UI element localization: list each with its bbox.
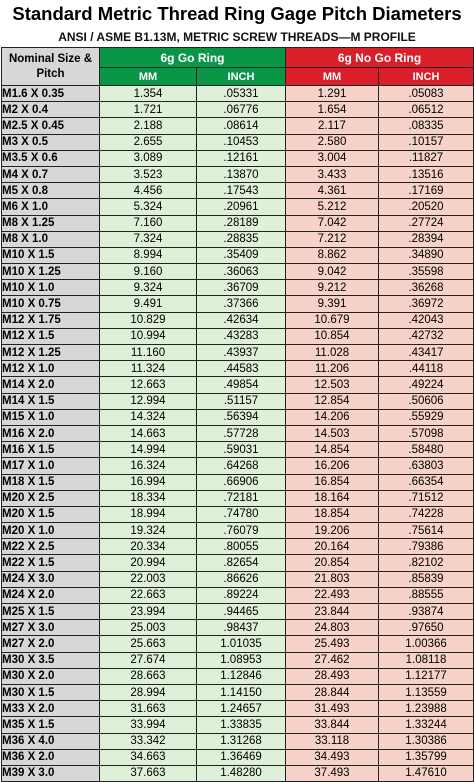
nogo-mm-cell: 25.493 <box>286 636 379 652</box>
go-inch-cell: .72181 <box>197 490 286 506</box>
nominal-size-cell: M27 X 3.0 <box>2 620 100 636</box>
nominal-size-cell: M36 X 4.0 <box>2 733 100 749</box>
nogo-mm-cell: 11.028 <box>286 345 379 361</box>
nogo-inch-cell: .35598 <box>379 264 474 280</box>
nogo-mm-cell: 28.844 <box>286 684 379 700</box>
table-row <box>2 765 474 781</box>
nominal-size-cell: M24 X 3.0 <box>2 571 100 587</box>
go-inch-cell: .37366 <box>197 296 286 312</box>
table-row <box>2 523 474 539</box>
nogo-mm-cell: 21.803 <box>286 571 379 587</box>
go-mm-cell: 3.089 <box>100 150 197 166</box>
go-mm-cell: 12.994 <box>100 393 197 409</box>
nogo-mm-cell: 10.679 <box>286 312 379 328</box>
nogo-mm-cell: 18.164 <box>286 490 379 506</box>
go-inch-cell: .94465 <box>197 604 286 620</box>
nogo-inch-cell: .20520 <box>379 199 474 215</box>
nominal-size-cell: M12 X 1.25 <box>2 345 100 361</box>
nominal-size-cell: M16 X 2.0 <box>2 425 100 441</box>
go-mm-cell: 20.994 <box>100 555 197 571</box>
nominal-size-cell: M20 X 1.5 <box>2 506 100 522</box>
go-mm-cell: 9.491 <box>100 296 197 312</box>
go-mm-cell: 4.456 <box>100 183 197 199</box>
nogo-mm-cell: 4.361 <box>286 183 379 199</box>
go-mm-cell: 11.324 <box>100 361 197 377</box>
table-row <box>2 668 474 684</box>
nominal-size-cell: M14 X 1.5 <box>2 393 100 409</box>
header-nominal-line1: Nominal Size & <box>8 52 93 65</box>
go-inch-cell: .43283 <box>197 328 286 344</box>
go-mm-cell: 9.160 <box>100 264 197 280</box>
go-inch-cell: .44583 <box>197 361 286 377</box>
nominal-size-cell: M6 X 1.0 <box>2 199 100 215</box>
pitch-diameter-table <box>1 47 474 782</box>
nogo-inch-cell: .13516 <box>379 166 474 182</box>
table-row <box>2 539 474 555</box>
go-mm-cell: 11.160 <box>100 345 197 361</box>
go-mm-cell: 34.663 <box>100 749 197 765</box>
go-inch-cell: .17543 <box>197 183 286 199</box>
nogo-mm-cell: 3.004 <box>286 150 379 166</box>
go-mm-cell: 22.663 <box>100 587 197 603</box>
nominal-size-cell: M10 X 1.5 <box>2 247 100 263</box>
go-mm-cell: 16.994 <box>100 474 197 490</box>
table-row <box>2 425 474 441</box>
table-row <box>2 361 474 377</box>
nogo-inch-cell: .63803 <box>379 458 474 474</box>
go-inch-cell: 1.14150 <box>197 684 286 700</box>
go-mm-cell: 19.324 <box>100 523 197 539</box>
table-row <box>2 86 474 102</box>
table-row <box>2 247 474 263</box>
nogo-mm-cell: 11.206 <box>286 361 379 377</box>
nogo-inch-cell: .36972 <box>379 296 474 312</box>
go-inch-cell: .89224 <box>197 587 286 603</box>
go-inch-cell: .59031 <box>197 442 286 458</box>
table-row <box>2 733 474 749</box>
go-mm-cell: 3.523 <box>100 166 197 182</box>
go-inch-cell: .13870 <box>197 166 286 182</box>
nogo-inch-cell: .11827 <box>379 150 474 166</box>
go-inch-cell: .76079 <box>197 523 286 539</box>
table-row <box>2 652 474 668</box>
go-mm-cell: 31.663 <box>100 701 197 717</box>
table-row <box>2 215 474 231</box>
table-row <box>2 474 474 490</box>
table-row <box>2 717 474 733</box>
go-inch-cell: .82654 <box>197 555 286 571</box>
go-mm-cell: 9.324 <box>100 280 197 296</box>
nogo-mm-cell: 28.493 <box>286 668 379 684</box>
table-row <box>2 636 474 652</box>
go-mm-cell: 1.354 <box>100 86 197 102</box>
go-mm-cell: 22.003 <box>100 571 197 587</box>
nominal-size-cell: M8 X 1.0 <box>2 231 100 247</box>
table-row <box>2 280 474 296</box>
go-inch-cell: .98437 <box>197 620 286 636</box>
nominal-size-cell: M20 X 2.5 <box>2 490 100 506</box>
go-inch-cell: .36063 <box>197 264 286 280</box>
nogo-inch-cell: .58480 <box>379 442 474 458</box>
table-row <box>2 118 474 134</box>
nogo-inch-cell: .28394 <box>379 231 474 247</box>
nogo-inch-cell: 1.30386 <box>379 733 474 749</box>
nogo-mm-cell: 7.212 <box>286 231 379 247</box>
table-row <box>2 231 474 247</box>
nogo-inch-cell: .55929 <box>379 409 474 425</box>
go-mm-cell: 28.663 <box>100 668 197 684</box>
go-inch-cell: .49854 <box>197 377 286 393</box>
go-inch-cell: 1.48280 <box>197 765 286 781</box>
go-inch-cell: 1.24657 <box>197 701 286 717</box>
go-inch-cell: .10453 <box>197 134 286 150</box>
page-subtitle: ANSI / ASME B1.13M, METRIC SCREW THREADS—M PROFILE <box>58 30 416 44</box>
go-mm-cell: 23.994 <box>100 604 197 620</box>
table-row <box>2 701 474 717</box>
table-row <box>2 555 474 571</box>
table-row <box>2 345 474 361</box>
nogo-mm-cell: 24.803 <box>286 620 379 636</box>
nogo-mm-cell: 12.854 <box>286 393 379 409</box>
go-mm-cell: 14.994 <box>100 442 197 458</box>
nominal-size-cell: M4 X 0.7 <box>2 166 100 182</box>
nominal-size-cell: M3.5 X 0.6 <box>2 150 100 166</box>
nogo-mm-cell: 34.493 <box>286 749 379 765</box>
go-mm-cell: 18.994 <box>100 506 197 522</box>
nogo-inch-cell: .49224 <box>379 377 474 393</box>
go-mm-cell: 33.342 <box>100 733 197 749</box>
nogo-inch-cell: .06512 <box>379 102 474 118</box>
nogo-mm-cell: 16.206 <box>286 458 379 474</box>
nogo-mm-cell: 8.862 <box>286 247 379 263</box>
go-inch-cell: .66906 <box>197 474 286 490</box>
table-row <box>2 393 474 409</box>
go-mm-cell: 25.003 <box>100 620 197 636</box>
nogo-mm-cell: 7.042 <box>286 215 379 231</box>
nominal-size-cell: M22 X 2.5 <box>2 539 100 555</box>
go-inch-cell: .42634 <box>197 312 286 328</box>
nogo-mm-cell: 9.042 <box>286 264 379 280</box>
go-mm-cell: 10.829 <box>100 312 197 328</box>
go-mm-cell: 1.721 <box>100 102 197 118</box>
nominal-size-cell: M30 X 2.0 <box>2 668 100 684</box>
header-nogo-mm: MM <box>286 68 379 86</box>
go-inch-cell: .57728 <box>197 425 286 441</box>
go-inch-cell: 1.33835 <box>197 717 286 733</box>
nogo-inch-cell: 1.35799 <box>379 749 474 765</box>
nominal-size-cell: M12 X 1.0 <box>2 361 100 377</box>
table-row <box>2 312 474 328</box>
go-mm-cell: 18.334 <box>100 490 197 506</box>
nogo-mm-cell: 5.212 <box>286 199 379 215</box>
go-inch-cell: .51157 <box>197 393 286 409</box>
nogo-inch-cell: .05083 <box>379 86 474 102</box>
go-mm-cell: 20.334 <box>100 539 197 555</box>
nominal-size-cell: M24 X 2.0 <box>2 587 100 603</box>
go-mm-cell: 28.994 <box>100 684 197 700</box>
nogo-mm-cell: 9.212 <box>286 280 379 296</box>
table-row <box>2 587 474 603</box>
go-inch-cell: .28189 <box>197 215 286 231</box>
go-mm-cell: 14.324 <box>100 409 197 425</box>
nogo-mm-cell: 12.503 <box>286 377 379 393</box>
table-row <box>2 490 474 506</box>
nominal-size-cell: M2.5 X 0.45 <box>2 118 100 134</box>
nominal-size-cell: M12 X 1.75 <box>2 312 100 328</box>
nogo-mm-cell: 14.854 <box>286 442 379 458</box>
go-mm-cell: 5.324 <box>100 199 197 215</box>
go-inch-cell: .05331 <box>197 86 286 102</box>
nogo-mm-cell: 2.580 <box>286 134 379 150</box>
nogo-inch-cell: .42732 <box>379 328 474 344</box>
nominal-size-cell: M2 X 0.4 <box>2 102 100 118</box>
nominal-size-cell: M30 X 1.5 <box>2 684 100 700</box>
table-row <box>2 749 474 765</box>
nogo-mm-cell: 27.462 <box>286 652 379 668</box>
nogo-inch-cell: .88555 <box>379 587 474 603</box>
nominal-size-cell: M10 X 1.25 <box>2 264 100 280</box>
go-inch-cell: .36709 <box>197 280 286 296</box>
table-row <box>2 571 474 587</box>
nogo-mm-cell: 37.493 <box>286 765 379 781</box>
nogo-mm-cell: 14.206 <box>286 409 379 425</box>
nogo-inch-cell: 1.12177 <box>379 668 474 684</box>
nogo-mm-cell: 18.854 <box>286 506 379 522</box>
nogo-mm-cell: 14.503 <box>286 425 379 441</box>
table-row <box>2 328 474 344</box>
go-mm-cell: 10.994 <box>100 328 197 344</box>
header-nogo-inch: INCH <box>379 68 474 86</box>
go-inch-cell: .28835 <box>197 231 286 247</box>
nominal-size-cell: M39 X 3.0 <box>2 765 100 781</box>
table-row <box>2 442 474 458</box>
nogo-inch-cell: .42043 <box>379 312 474 328</box>
nogo-inch-cell: .93874 <box>379 604 474 620</box>
go-mm-cell: 7.324 <box>100 231 197 247</box>
nogo-inch-cell: .75614 <box>379 523 474 539</box>
header-go-mm: MM <box>100 68 197 86</box>
table-row <box>2 296 474 312</box>
table-row <box>2 620 474 636</box>
nogo-inch-cell: .08335 <box>379 118 474 134</box>
nogo-inch-cell: .34890 <box>379 247 474 263</box>
nominal-size-cell: M22 X 1.5 <box>2 555 100 571</box>
nogo-inch-cell: .85839 <box>379 571 474 587</box>
nogo-inch-cell: .17169 <box>379 183 474 199</box>
go-mm-cell: 8.994 <box>100 247 197 263</box>
nominal-size-cell: M20 X 1.0 <box>2 523 100 539</box>
nogo-mm-cell: 1.654 <box>286 102 379 118</box>
nominal-size-cell: M33 X 2.0 <box>2 701 100 717</box>
header-go-ring: 6g Go Ring <box>100 48 286 68</box>
nogo-inch-cell: .74228 <box>379 506 474 522</box>
nogo-inch-cell: .82102 <box>379 555 474 571</box>
header-nogo-ring: 6g No Go Ring <box>286 48 474 68</box>
go-inch-cell: 1.12846 <box>197 668 286 684</box>
go-inch-cell: .12161 <box>197 150 286 166</box>
header-nominal-size <box>2 48 100 86</box>
nogo-inch-cell: 1.33244 <box>379 717 474 733</box>
nominal-size-cell: M8 X 1.25 <box>2 215 100 231</box>
go-inch-cell: .56394 <box>197 409 286 425</box>
table-row <box>2 199 474 215</box>
table-row <box>2 183 474 199</box>
nogo-mm-cell: 31.493 <box>286 701 379 717</box>
table-header <box>2 48 474 86</box>
table-body <box>2 86 474 782</box>
go-mm-cell: 33.994 <box>100 717 197 733</box>
nominal-size-cell: M10 X 0.75 <box>2 296 100 312</box>
nogo-inch-cell: .27724 <box>379 215 474 231</box>
nogo-mm-cell: 9.391 <box>286 296 379 312</box>
go-inch-cell: .43937 <box>197 345 286 361</box>
nogo-inch-cell: 1.13559 <box>379 684 474 700</box>
go-inch-cell: .86626 <box>197 571 286 587</box>
nogo-mm-cell: 3.433 <box>286 166 379 182</box>
nominal-size-cell: M14 X 2.0 <box>2 377 100 393</box>
go-inch-cell: .20961 <box>197 199 286 215</box>
table-row <box>2 150 474 166</box>
table-row <box>2 166 474 182</box>
go-mm-cell: 27.674 <box>100 652 197 668</box>
nominal-size-cell: M30 X 3.5 <box>2 652 100 668</box>
nogo-inch-cell: .50606 <box>379 393 474 409</box>
nominal-size-cell: M12 X 1.5 <box>2 328 100 344</box>
nogo-mm-cell: 20.164 <box>286 539 379 555</box>
nogo-inch-cell: .66354 <box>379 474 474 490</box>
nominal-size-cell: M5 X 0.8 <box>2 183 100 199</box>
nogo-inch-cell: 1.23988 <box>379 701 474 717</box>
nogo-mm-cell: 10.854 <box>286 328 379 344</box>
go-mm-cell: 2.188 <box>100 118 197 134</box>
nogo-mm-cell: 33.118 <box>286 733 379 749</box>
nogo-inch-cell: .36268 <box>379 280 474 296</box>
table-row <box>2 102 474 118</box>
nogo-inch-cell: .79386 <box>379 539 474 555</box>
go-inch-cell: .74780 <box>197 506 286 522</box>
nogo-inch-cell: 1.08118 <box>379 652 474 668</box>
header-nominal-line2: Pitch <box>36 67 65 80</box>
go-inch-cell: .08614 <box>197 118 286 134</box>
go-inch-cell: .64268 <box>197 458 286 474</box>
nogo-inch-cell: .57098 <box>379 425 474 441</box>
go-mm-cell: 16.324 <box>100 458 197 474</box>
nogo-mm-cell: 2.117 <box>286 118 379 134</box>
table-row <box>2 604 474 620</box>
nominal-size-cell: M17 X 1.0 <box>2 458 100 474</box>
go-inch-cell: 1.36469 <box>197 749 286 765</box>
nogo-mm-cell: 23.844 <box>286 604 379 620</box>
go-inch-cell: 1.08953 <box>197 652 286 668</box>
go-mm-cell: 12.663 <box>100 377 197 393</box>
nominal-size-cell: M27 X 2.0 <box>2 636 100 652</box>
nominal-size-cell: M15 X 1.0 <box>2 409 100 425</box>
table-row <box>2 409 474 425</box>
nominal-size-cell: M18 X 1.5 <box>2 474 100 490</box>
nominal-size-cell: M1.6 X 0.35 <box>2 86 100 102</box>
nogo-inch-cell: .10157 <box>379 134 474 150</box>
table-row <box>2 684 474 700</box>
nogo-mm-cell: 19.206 <box>286 523 379 539</box>
nogo-inch-cell: .44118 <box>379 361 474 377</box>
table-row <box>2 377 474 393</box>
go-mm-cell: 2.655 <box>100 134 197 150</box>
nominal-size-cell: M35 X 1.5 <box>2 717 100 733</box>
go-mm-cell: 25.663 <box>100 636 197 652</box>
nominal-size-cell: M16 X 1.5 <box>2 442 100 458</box>
table-row <box>2 264 474 280</box>
go-inch-cell: .35409 <box>197 247 286 263</box>
nogo-inch-cell: .71512 <box>379 490 474 506</box>
go-mm-cell: 14.663 <box>100 425 197 441</box>
go-inch-cell: 1.31268 <box>197 733 286 749</box>
go-mm-cell: 37.663 <box>100 765 197 781</box>
nogo-mm-cell: 22.493 <box>286 587 379 603</box>
nogo-mm-cell: 33.844 <box>286 717 379 733</box>
nominal-size-cell: M3 X 0.5 <box>2 134 100 150</box>
nominal-size-cell: M10 X 1.0 <box>2 280 100 296</box>
nominal-size-cell: M25 X 1.5 <box>2 604 100 620</box>
go-inch-cell: .06776 <box>197 102 286 118</box>
go-mm-cell: 7.160 <box>100 215 197 231</box>
nogo-mm-cell: 1.291 <box>286 86 379 102</box>
nogo-inch-cell: .43417 <box>379 345 474 361</box>
table-row <box>2 506 474 522</box>
nogo-inch-cell: 1.00366 <box>379 636 474 652</box>
nogo-inch-cell: .97650 <box>379 620 474 636</box>
page-title: Standard Metric Thread Ring Gage Pitch Diameters <box>12 3 462 24</box>
nogo-inch-cell: 1.47610 <box>379 765 474 781</box>
nogo-mm-cell: 16.854 <box>286 474 379 490</box>
go-inch-cell: 1.01035 <box>197 636 286 652</box>
table-row <box>2 134 474 150</box>
nominal-size-cell: M36 X 2.0 <box>2 749 100 765</box>
header-go-inch: INCH <box>197 68 286 86</box>
table-row <box>2 458 474 474</box>
nogo-mm-cell: 20.854 <box>286 555 379 571</box>
go-inch-cell: .80055 <box>197 539 286 555</box>
